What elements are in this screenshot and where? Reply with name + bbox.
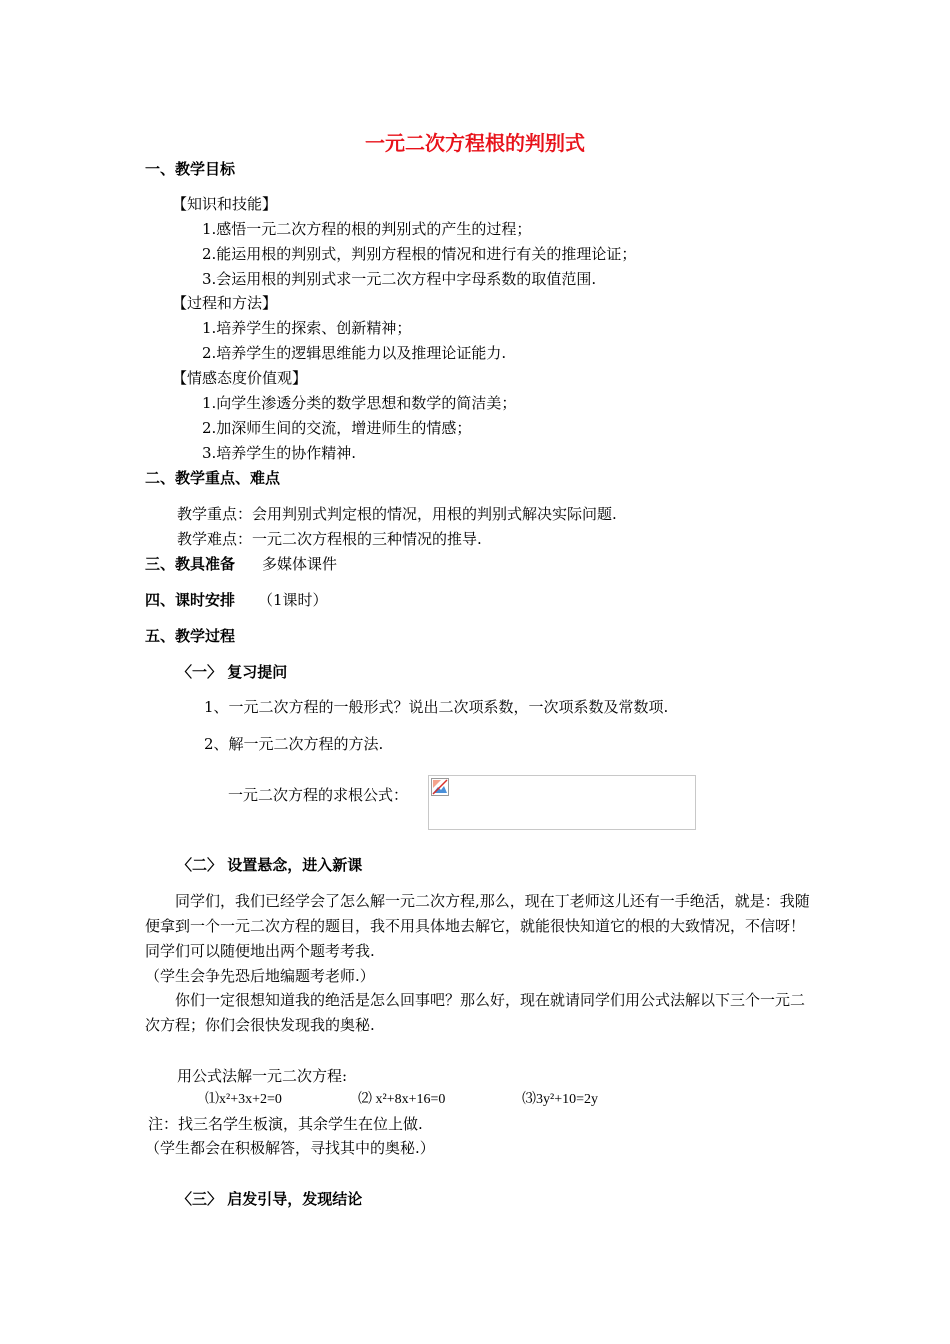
teacher-note: 注：找三名学生板演，其余学生在位上做. xyxy=(148,1115,423,1133)
formula-label: 一元二次方程的求根公式： xyxy=(228,786,409,804)
part-heading-guidance: 〈三〉 启发引导，发现结论 xyxy=(177,1190,363,1208)
process-item: 2.培养学生的逻辑思维能力以及推理论证能力. xyxy=(202,344,507,362)
section-heading-objectives: 一、教学目标 xyxy=(145,160,236,178)
part-heading-suspense: 〈二〉 设置悬念，进入新课 xyxy=(177,856,363,874)
exercise-prompt: 用公式法解一元二次方程: xyxy=(177,1067,348,1085)
difficult-point: 教学难点：一元二次方程根的三种情况的推导. xyxy=(177,530,482,548)
part-heading-review: 〈一〉 复习提问 xyxy=(177,663,288,681)
equation-1: ⑴x²+3x+2=0 xyxy=(205,1092,282,1107)
materials-content: 多媒体课件 xyxy=(262,555,338,573)
knowledge-item: 3.会运用根的判别式求一元二次方程中字母系数的取值范围. xyxy=(202,270,597,288)
formula-image-placeholder xyxy=(428,775,696,830)
schedule-content: （1课时） xyxy=(258,591,328,609)
paragraph-intro: 同学们，我们已经学会了怎么解一元二次方程,那么，现在丁老师这儿还有一手绝活，就是：我随便拿到一个一元二次方程的题目，我不用具体地去解它，就能很快知道它的根的大致情况，不信呀！同学们可以随便地出两个题考考我. xyxy=(145,892,810,960)
process-item: 1.培养学生的探索、创新精神； xyxy=(202,319,412,337)
emotion-item: 3.培养学生的协作精神. xyxy=(202,444,357,462)
review-question: 1、一元二次方程的一般形式？说出二次项系数，一次项系数及常数项. xyxy=(204,698,669,716)
document-title: 一元二次方程根的判别式 xyxy=(365,131,585,155)
section-heading-schedule: 四、课时安排 xyxy=(145,591,236,609)
broken-image-icon xyxy=(431,778,449,796)
equation-3: ⑶3y²+10=2y xyxy=(522,1092,598,1107)
emotion-item: 1.向学生渗透分类的数学思想和数学的简洁美； xyxy=(202,394,517,412)
emotion-item: 2.加深师生间的交流，增进师生的情感； xyxy=(202,419,472,437)
paragraph-note: （学生会争先恐后地编题考老师.） xyxy=(145,967,375,985)
review-question: 2、解一元二次方程的方法. xyxy=(204,735,384,753)
subheading-knowledge: 【知识和技能】 xyxy=(172,195,278,213)
section-heading-key-points: 二、教学重点、难点 xyxy=(145,469,281,487)
knowledge-item: 1.感悟一元二次方程的根的判别式的产生的过程； xyxy=(202,220,532,238)
section-heading-process: 五、教学过程 xyxy=(145,627,236,645)
knowledge-item: 2.能运用根的判别式，判别方程根的情况和进行有关的推理论证； xyxy=(202,245,637,263)
student-note: （学生都会在积极解答，寻找其中的奥秘.） xyxy=(145,1139,435,1157)
key-point: 教学重点：会用判别式判定根的情况，用根的判别式解决实际问题. xyxy=(177,505,617,523)
subheading-process: 【过程和方法】 xyxy=(172,294,278,312)
section-heading-materials: 三、教具准备 xyxy=(145,555,236,573)
subheading-emotion: 【情感态度价值观】 xyxy=(172,369,308,387)
paragraph-challenge: 你们一定很想知道我的绝活是怎么回事吧？那么好，现在就请同学们用公式法解以下三个一元二次方程；你们会很快发现我的奥秘. xyxy=(145,991,806,1034)
equation-2: ⑵ x²+8x+16=0 xyxy=(358,1092,446,1107)
